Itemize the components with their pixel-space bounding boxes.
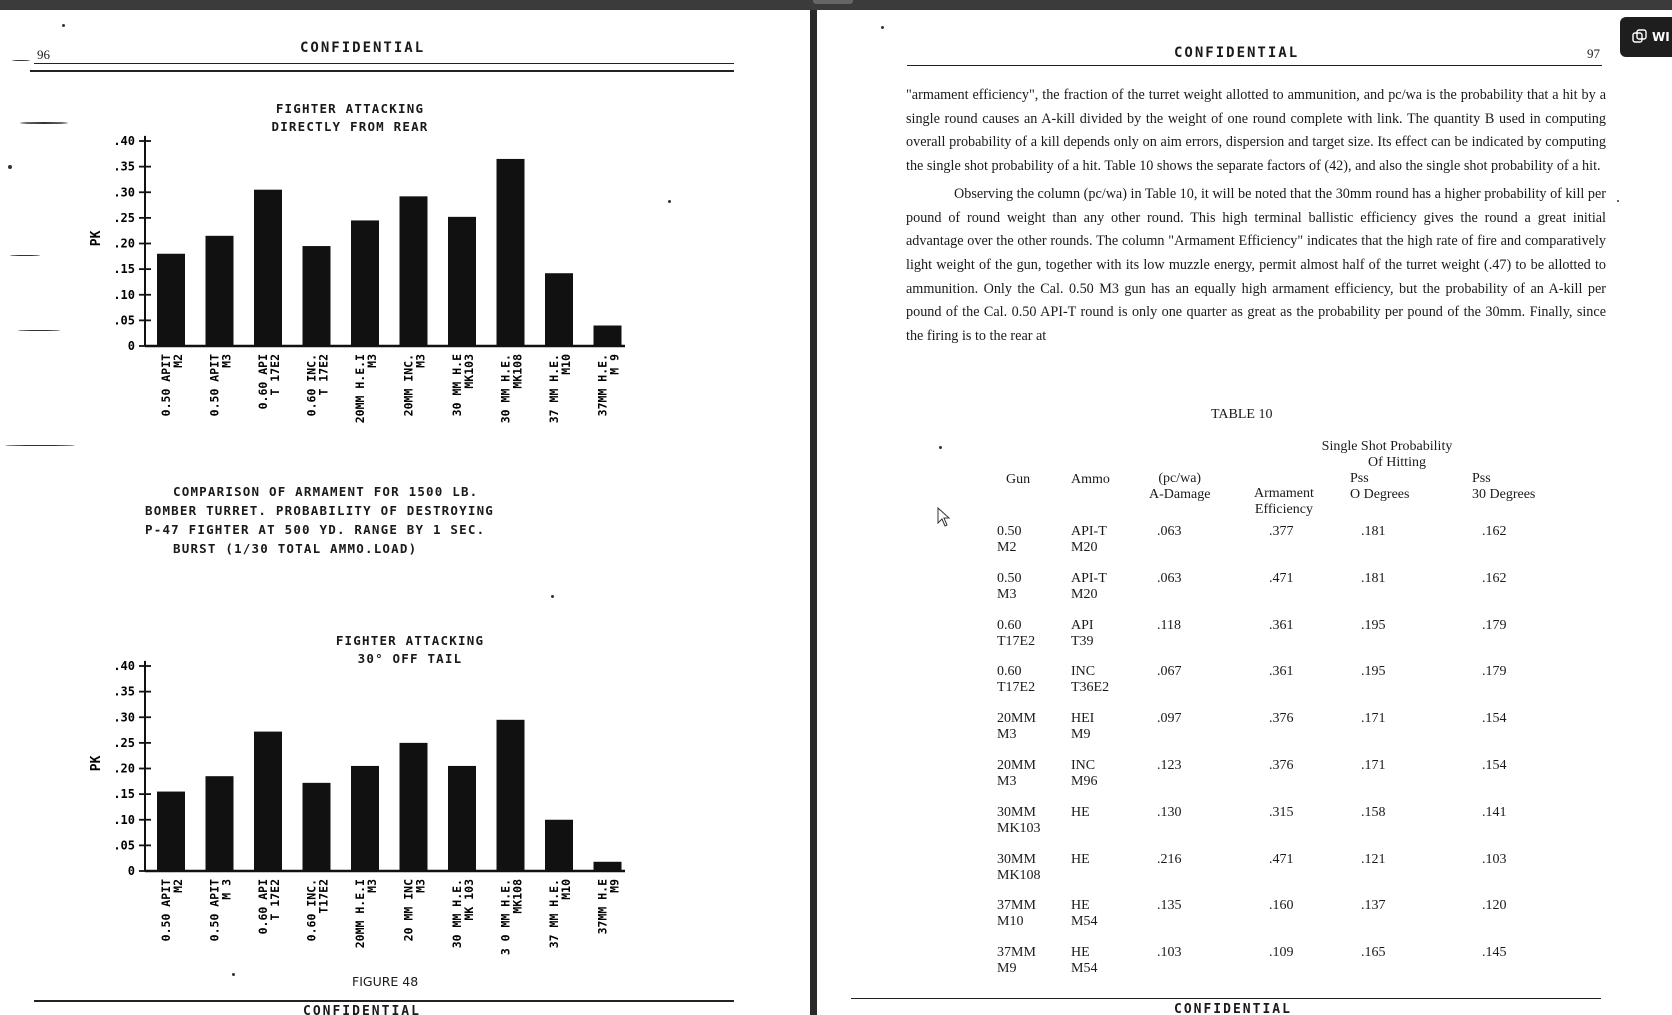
chart1-bar <box>448 217 476 346</box>
table-cell-gun <box>997 805 1041 837</box>
left-header-rule-thick <box>30 70 734 72</box>
table-cell-eff: .109 <box>1269 945 1294 961</box>
chart2-x-tick-sublabel: MK 103 <box>462 879 476 921</box>
chart2-x-tick-label: 20 MM INC <box>401 879 416 942</box>
left-header-rule <box>34 63 734 64</box>
table-cell-line: 0.50 <box>997 570 1022 586</box>
chart2-bar <box>497 720 525 871</box>
floating-widget-button[interactable] <box>1620 17 1672 57</box>
table-cell-pcwa: .063 <box>1157 570 1182 586</box>
chart2-bar <box>545 820 573 871</box>
chart1-x-tick-label: 37 MM H.E. <box>547 354 561 424</box>
table-cell-gun <box>997 758 1036 790</box>
table-cell-ammo <box>1071 524 1107 556</box>
scan-speck <box>20 122 68 124</box>
chart1-x-tick-label: 30 MM H.E <box>450 354 464 417</box>
chart1-x-tick-sublabel: T 17E2 <box>268 354 282 396</box>
table-cell-pss0: .171 <box>1361 711 1386 727</box>
table-cell-line: MK108 <box>997 867 1041 883</box>
col-header-eff-line-2: Efficiency <box>1254 502 1313 517</box>
chart2-bar <box>254 732 282 871</box>
table-cell-pss30: .120 <box>1482 898 1507 914</box>
chart2-x-tick-sublabel: M10 <box>559 879 573 900</box>
table-cell-pcwa: .103 <box>1157 945 1182 961</box>
chart1-x-tick-sublabel: MK103 <box>462 354 476 389</box>
table-cell-ammo <box>1071 571 1107 603</box>
chart1-bar <box>254 190 282 346</box>
table-cell-ammo <box>1071 898 1097 930</box>
table-cell-line: M96 <box>1071 774 1098 789</box>
table-cell-line: API <box>1071 617 1094 633</box>
chart2-y-tick-label: .20 <box>113 761 135 776</box>
table-cell-eff: .160 <box>1269 898 1294 914</box>
table-cell-line: 30MM <box>997 804 1036 820</box>
chart1-x-tick-sublabel: MK108 <box>510 354 525 389</box>
table-cell-eff: .471 <box>1269 851 1294 867</box>
chart2-x-tick-label: 0.50 APIT <box>159 879 173 942</box>
table-cell-pss0: .181 <box>1361 524 1386 539</box>
table-cell-pss30: .154 <box>1482 711 1507 727</box>
table-cell-gun <box>997 618 1035 650</box>
chart2-x-tick-sublabel: M 3 <box>219 879 234 900</box>
chart2-x-tick-sublabel: T17E2 <box>316 879 331 914</box>
chart1-y-tick-label: .25 <box>113 210 135 225</box>
caption-line-4: BURST (1/30 TOTAL AMMO.LOAD) <box>173 541 418 556</box>
chart2-bar <box>594 862 622 871</box>
table-cell-gun <box>997 524 1022 556</box>
table-cell-line: T17E2 <box>997 680 1036 696</box>
table-cell-pss0: .181 <box>1361 570 1386 586</box>
table-cell-gun <box>997 852 1041 884</box>
chart2-y-tick-label: .10 <box>113 812 135 827</box>
chart1-x-tick-sublabel: M10 <box>559 354 573 375</box>
table-cell-ammo <box>1071 805 1090 821</box>
table-cell-pss30: .145 <box>1482 945 1507 961</box>
chart1-x-tick-sublabel: M3 <box>365 354 379 368</box>
chart1-x-tick-sublabel: T 17E2 <box>316 354 331 396</box>
paragraph-1: "armament efficiency", the fraction of the turret weight allotted to ammunition, and pc/wa is the probability that a hit by a single round causes an A-kill divided by the weight of one round complete with link. The quantity B used in computing overall probability of a kill depends only on aim errors, dispersion and target size. Its effect can be indicated by computing the single shot probability of a hit. Table 10 shows the separate factors of (42), and also the single shot probability of a hit. <box>906 87 1606 175</box>
scan-speck <box>1617 200 1619 202</box>
col-header-pcwa-line-2: A-Damage <box>1149 487 1211 502</box>
table-cell-gun <box>997 571 1022 603</box>
figure-caption <box>145 482 494 558</box>
chart1-x-tick-label: 0.50 APIT <box>159 354 173 417</box>
table-cell-eff: .376 <box>1269 758 1294 773</box>
table-cell-line: M54 <box>1071 914 1098 930</box>
col-header-pss30 <box>1472 471 1535 503</box>
left-page <box>0 10 810 1015</box>
col-header-pcwa-line-1: (pc/wa) <box>1158 471 1202 486</box>
chart1-x-tick-sublabel: M3 <box>219 354 234 368</box>
caption-line-1: COMPARISON OF ARMAMENT FOR 1500 LB. <box>173 484 479 499</box>
table-cell-line: HE <box>1071 804 1090 820</box>
table-cell-pcwa: .063 <box>1157 524 1182 539</box>
col-header-eff <box>1254 486 1314 518</box>
scan-speck <box>551 595 554 598</box>
chart1-y-tick-label: .15 <box>113 262 135 277</box>
table-cell-pss30: .141 <box>1482 804 1507 820</box>
page-divider <box>810 10 817 1015</box>
chart2-x-tick-label: 0.50 APIT <box>207 879 222 942</box>
chart2-bar <box>157 792 185 871</box>
table-cell-pcwa: .216 <box>1157 851 1182 867</box>
chart1-bar <box>157 254 185 346</box>
chart2-title-line-2: 30° OFF TAIL <box>357 651 463 666</box>
chart2-bar <box>206 776 234 871</box>
chart1-bar <box>303 246 331 346</box>
left-page-number: 96 <box>37 47 50 62</box>
chart2-x-tick-label: 20MM H.E.I <box>353 879 367 949</box>
chart1-x-tick-label: 0.60 API <box>256 354 270 410</box>
chart2-x-tick-label: 0.60 INC. <box>304 879 319 942</box>
table-cell-line: M10 <box>997 914 1024 930</box>
table-cell-ammo <box>1071 664 1109 696</box>
chart2-title-line-1: FIGHTER ATTACKING <box>335 633 485 648</box>
table-cell-line: M54 <box>1071 961 1098 977</box>
table-cell-ammo <box>1071 852 1090 868</box>
chart1-x-tick-label: 20MM INC. <box>401 354 416 417</box>
chart1-y-label: PK <box>89 230 104 247</box>
table-cell-line: 20MM <box>997 758 1036 773</box>
figure-label: FIGURE 48 <box>352 974 419 989</box>
table-cell-pss0: .137 <box>1361 898 1386 914</box>
table-cell-pcwa: .118 <box>1157 617 1181 633</box>
chart2-y-tick-label: .05 <box>113 838 135 853</box>
right-page-number: 97 <box>1587 46 1600 61</box>
chart2-x-tick-label: 0.60 API <box>256 879 270 935</box>
chart1-y-tick-label: .05 <box>113 313 135 328</box>
chart2-bar <box>351 766 379 871</box>
chart2-y-label: PK <box>89 755 104 772</box>
table-cell-line: M9 <box>997 961 1017 977</box>
table-cell-line: 0.60 <box>997 664 1022 680</box>
table-cell-pss30: .103 <box>1482 851 1507 867</box>
chart1-x-tick-sublabel: M 9 <box>607 354 622 375</box>
chart2-x-tick-label: 37MM H.E <box>595 879 610 935</box>
right-header-rule <box>907 65 1602 66</box>
left-footer-rule <box>34 1000 734 1002</box>
col-header-eff-line-1: Armament <box>1254 486 1314 501</box>
table-cell-eff: .376 <box>1269 711 1294 727</box>
chart1-x-tick-sublabel: M2 <box>171 354 185 368</box>
chart1-bar <box>400 196 428 346</box>
caption-line-3: P-47 FIGHTER AT 500 YD. RANGE BY 1 SEC. <box>145 522 486 537</box>
table-cell-pss30: .162 <box>1482 570 1507 586</box>
table-cell-gun <box>997 711 1036 743</box>
table-cell-pcwa: .067 <box>1157 664 1182 680</box>
table-cell-pss30: .179 <box>1482 664 1507 680</box>
chart1-y-tick-label: .10 <box>113 287 135 302</box>
table-cell-eff: .471 <box>1269 570 1294 586</box>
table-cell-pcwa: .123 <box>1157 758 1182 773</box>
scan-speck <box>939 446 942 449</box>
paragraph-2: Observing the column (pc/wa) in Table 10, it will be noted that the 30mm round has a higher probability of kill per pound of round weight than any other round. This high terminal ballistic efficiency gives the round a great initial advantage over the other rounds. The column "Armament Efficiency" indicates that the high rate of fire and comparatively light weight of the gun, together with its low muzzle energy, permit almost half of the turret weight (.47) to be allotted to ammunition. Only the Cal. 0.50 M3 gun has an equally high armament efficiency, but the probability of an A-kill per pound of the Cal. 0.50 API-T round is only one quarter as great as the probability per pound of the 30mm. Finally, since the firing is to the rear at <box>906 185 1607 345</box>
chart2-y-tick-label: .15 <box>113 787 135 802</box>
col-header-gun: Gun <box>1006 472 1031 487</box>
table-cell-eff: .361 <box>1269 617 1294 633</box>
table-cell-line: 30MM <box>997 851 1036 867</box>
chart1-bar <box>497 159 525 346</box>
viewer-top-bar <box>0 0 1672 10</box>
chart2-x-tick-sublabel: MK108 <box>510 879 525 914</box>
col-header-ammo: Ammo <box>1071 472 1110 487</box>
chart1-x-tick-sublabel: M3 <box>413 354 428 368</box>
chart1-x-tick-label: 30 MM H.E. <box>498 354 513 424</box>
table-cell-line: T17E2 <box>997 633 1036 649</box>
col-header-pss0-line-1: Pss <box>1350 471 1369 486</box>
table-cell-line: API-T <box>1071 524 1107 539</box>
group-header-line-2: Of Hitting <box>1368 455 1426 470</box>
table-cell-pss0: .195 <box>1361 664 1386 680</box>
table-cell-line: MK103 <box>997 820 1041 836</box>
table-cell-pss0: .171 <box>1361 758 1386 773</box>
table-cell-pss0: .121 <box>1361 851 1386 867</box>
chart2-y-tick-label: .25 <box>113 735 135 750</box>
table-cell-line: HE <box>1071 945 1090 961</box>
chart2-bar <box>400 743 428 871</box>
chart1-x-tick-label: 20MM H.E.I <box>353 354 367 424</box>
chart2-x-tick-label: 37 MM H.E. <box>547 879 561 949</box>
scan-speck <box>232 973 235 976</box>
chart2-x-tick-label: 3 0 MM H.E. <box>498 879 513 956</box>
scan-speck <box>18 330 60 331</box>
col-header-pcwa <box>1149 471 1210 503</box>
chart2-x-tick-sublabel: M3 <box>413 879 428 893</box>
chart1-y-tick-label: .20 <box>113 236 135 251</box>
table-cell-line: INC <box>1071 758 1096 773</box>
table-cell-line: HEI <box>1071 711 1095 727</box>
table-cell-line: 37MM <box>997 898 1036 914</box>
chart1-x-tick-label: 37MM H.E. <box>595 354 610 417</box>
chart1-bar <box>206 236 234 346</box>
table-cell-line: M3 <box>997 774 1017 789</box>
table-cell-line: M3 <box>997 586 1017 602</box>
col-header-pss30-line-1: Pss <box>1472 471 1491 486</box>
scan-speck <box>62 24 65 27</box>
scan-speck <box>8 165 12 169</box>
table-cell-ammo <box>1071 758 1097 790</box>
right-page <box>817 10 1672 1015</box>
table-cell-line: M20 <box>1071 586 1098 602</box>
table-cell-pss0: .158 <box>1361 804 1386 820</box>
table-cell-line: 20MM <box>997 711 1036 727</box>
table-cell-gun <box>997 664 1035 696</box>
table-cell-gun <box>997 898 1036 930</box>
table-cell-line: HE <box>1071 851 1090 867</box>
chart1-title-line-2: DIRECTLY FROM REAR <box>271 119 429 134</box>
right-header: CONFIDENTIAL <box>1174 45 1300 61</box>
table-cell-pss0: .165 <box>1361 945 1386 961</box>
table-cell-pcwa: .135 <box>1157 898 1182 914</box>
table-cell-pss30: .154 <box>1482 758 1507 773</box>
chart1-title-line-1: FIGHTER ATTACKING <box>275 101 425 116</box>
chart1-y-tick-label: 0 <box>127 339 135 353</box>
table-cell-line: 0.50 <box>997 524 1022 539</box>
table-cell-pss30: .179 <box>1482 617 1507 633</box>
chart2-x-tick-label: 30 MM H.E. <box>450 879 464 949</box>
table-cell-line: API-T <box>1071 570 1107 586</box>
table-cell-line: M9 <box>1071 727 1091 743</box>
table-cell-pcwa: .130 <box>1157 804 1182 820</box>
chart2-bar <box>448 766 476 871</box>
chart2-y-tick-label: .30 <box>113 710 135 725</box>
table-cell-eff: .315 <box>1269 804 1294 820</box>
table-cell-line: M3 <box>997 727 1017 743</box>
chart2-bar-chart <box>80 625 680 970</box>
left-header: CONFIDENTIAL <box>300 40 426 56</box>
table-cell-eff: .361 <box>1269 664 1294 680</box>
table-cell-line: 37MM <box>997 945 1036 961</box>
chart1-bar <box>594 326 622 347</box>
scan-speck <box>5 445 75 446</box>
layers-icon <box>1632 29 1648 45</box>
chart2-x-tick-sublabel: M2 <box>171 879 185 893</box>
chart1-bar-chart <box>80 100 680 440</box>
caption-line-2: BOMBER TURRET. PROBABILITY OF DESTROYING <box>145 503 495 518</box>
chart1-bar <box>351 220 379 346</box>
table-cell-gun <box>997 945 1036 977</box>
right-footer-rule <box>851 998 1601 999</box>
table-group-header <box>1321 439 1457 471</box>
table-cell-eff: .377 <box>1269 524 1294 539</box>
table-cell-pss0: .195 <box>1361 617 1386 633</box>
col-header-pss0-line-2: O Degrees <box>1350 487 1410 502</box>
chart2-y-tick-label: 0 <box>127 864 135 878</box>
right-footer: CONFIDENTIAL <box>1174 1002 1292 1015</box>
table-cell-line: HE <box>1071 898 1090 914</box>
chart2-x-tick-sublabel: M9 <box>607 879 622 893</box>
table-cell-line: T39 <box>1071 633 1094 649</box>
table-cell-ammo <box>1071 711 1094 743</box>
table-cell-pss30: .162 <box>1482 524 1507 539</box>
viewer-tab-handle[interactable] <box>813 0 853 4</box>
chart1-x-tick-label: 0.60 INC. <box>304 354 319 417</box>
table-cell-ammo <box>1071 945 1097 977</box>
body-text <box>906 84 1606 349</box>
chart1-y-tick-label: .40 <box>113 134 135 148</box>
chart1-bar <box>545 273 573 346</box>
table-cell-line: T36E2 <box>1071 680 1110 696</box>
chart2-y-tick-label: .35 <box>113 684 135 699</box>
scan-speck <box>668 200 671 203</box>
col-header-pss0 <box>1350 471 1409 503</box>
table-title: TABLE 10 <box>1211 407 1273 422</box>
mouse-cursor-icon <box>937 507 951 527</box>
table-cell-ammo <box>1071 618 1094 650</box>
widget-label: WI <box>1652 30 1670 44</box>
table-cell-line: M20 <box>1071 540 1098 555</box>
chart1-x-tick-label: 0.50 APIT <box>207 354 222 417</box>
scan-speck <box>12 60 30 61</box>
table-cell-line: INC <box>1071 664 1096 680</box>
scan-speck <box>10 255 40 256</box>
scan-speck <box>881 26 884 29</box>
chart1-y-tick-label: .30 <box>113 185 135 200</box>
chart2-bar <box>303 783 331 871</box>
chart2-y-tick-label: .40 <box>113 659 135 673</box>
table-cell-line: 0.60 <box>997 617 1022 633</box>
col-header-pss30-line-2: 30 Degrees <box>1472 487 1536 502</box>
table-cell-line: M2 <box>997 540 1017 555</box>
chart2-x-tick-sublabel: M3 <box>365 879 379 893</box>
group-header-line-1: Single Shot Probability <box>1321 439 1453 454</box>
table-cell-pcwa: .097 <box>1157 711 1182 727</box>
left-footer: CONFIDENTIAL <box>303 1004 421 1015</box>
chart1-y-tick-label: .35 <box>113 159 135 174</box>
chart2-x-tick-sublabel: T 17E2 <box>268 879 282 921</box>
